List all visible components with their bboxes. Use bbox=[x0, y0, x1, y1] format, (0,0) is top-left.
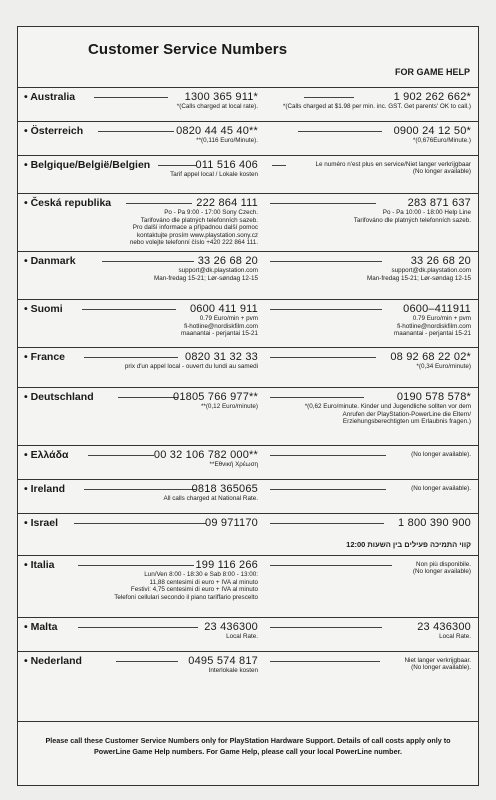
game-help-number[interactable]: 0600–411911 bbox=[403, 303, 471, 315]
game-help-block bbox=[413, 559, 471, 576]
country-row bbox=[18, 617, 478, 651]
leader-line bbox=[298, 131, 382, 132]
customer-service-block bbox=[125, 351, 258, 371]
game-help-number[interactable]: 283 871 637 bbox=[407, 197, 471, 209]
number-note: (No longer available) bbox=[412, 568, 471, 575]
customer-service-number[interactable]: 0818 365065 bbox=[191, 483, 258, 495]
number-note: Interlokale kosten bbox=[208, 667, 258, 674]
game-help-block bbox=[411, 483, 471, 492]
leader-line bbox=[98, 131, 174, 132]
leader-line bbox=[88, 455, 154, 456]
leader-line bbox=[272, 165, 286, 166]
game-help-block bbox=[398, 517, 471, 529]
leader-line bbox=[118, 397, 178, 398]
customer-service-number[interactable]: 09 971170 bbox=[205, 517, 258, 529]
country-row bbox=[18, 387, 478, 445]
game-help-number[interactable]: 1 800 390 900 bbox=[398, 517, 471, 529]
number-note: fi-hotline@nordiskfilm.com bbox=[184, 322, 258, 330]
game-help-block bbox=[305, 391, 471, 426]
country-name: • Ireland bbox=[24, 483, 66, 495]
customer-service-number[interactable]: 011 516 406 bbox=[195, 159, 258, 171]
number-note: 0.79 Euro/min + pvm bbox=[199, 315, 258, 322]
number-note: *(Calls charged at local rate). bbox=[176, 103, 258, 110]
customer-service-number[interactable]: 23 436300 bbox=[204, 621, 258, 633]
number-note: fi-hotline@nordiskfilm.com bbox=[397, 322, 471, 330]
number-note: **Εθνική Χρέωση bbox=[209, 461, 258, 468]
customer-service-sheet bbox=[17, 26, 479, 786]
country-name: • Malta bbox=[24, 621, 58, 633]
number-note: Tarif appel local / Lokale kosten bbox=[170, 171, 258, 178]
customer-service-block bbox=[163, 483, 258, 503]
number-note: 0.79 Euro/min + pvm bbox=[412, 315, 471, 322]
country-row bbox=[18, 513, 478, 555]
game-help-block bbox=[417, 621, 471, 641]
customer-service-block bbox=[114, 559, 258, 601]
number-note: Po - Pa 9:00 - 17:00 Sony Czech. bbox=[164, 209, 258, 216]
customer-service-block bbox=[176, 125, 258, 145]
game-help-number[interactable]: 0190 578 578* bbox=[396, 391, 471, 403]
customer-service-block bbox=[177, 91, 258, 111]
country-name: • Israel bbox=[24, 517, 59, 529]
country-name: • Deutschland bbox=[24, 391, 94, 403]
leader-line bbox=[270, 309, 382, 310]
customer-service-block bbox=[204, 621, 258, 641]
leader-line bbox=[270, 455, 386, 456]
game-help-block bbox=[367, 255, 471, 282]
leader-line bbox=[270, 357, 376, 358]
country-name: • Česká republika bbox=[24, 197, 112, 209]
availability-note: Le numéro n'est plus en service/Niet langer verkrijgbaar bbox=[315, 161, 471, 168]
country-name: • France bbox=[24, 351, 66, 363]
number-note: prix d'un appel local - ouvert du lundi au samedi bbox=[124, 363, 258, 370]
game-help-block bbox=[354, 197, 471, 224]
number-note: Local Rate. bbox=[226, 633, 258, 640]
customer-service-number[interactable]: 0820 44 45 40** bbox=[176, 125, 258, 137]
customer-service-number[interactable]: 222 864 111 bbox=[196, 197, 258, 209]
customer-service-block bbox=[205, 517, 258, 529]
number-note: support@dk.playstation.com bbox=[391, 267, 471, 274]
number-note: *(0,62 Euro/minute. Kinder und Jugendliche sollten vor dem bbox=[304, 403, 471, 410]
number-note: *(0,676Euro/Minute.) bbox=[412, 137, 471, 144]
game-help-block bbox=[283, 91, 471, 111]
number-note: Festivi: 4,75 centesimi di euro + IVA al minuto bbox=[130, 586, 258, 594]
leader-line bbox=[82, 309, 176, 310]
country-name: • Belgique/België/Belgien bbox=[24, 159, 151, 171]
number-note: (No longer available). bbox=[411, 664, 471, 671]
customer-service-number[interactable]: 0600 411 911 bbox=[189, 303, 258, 315]
number-note: kontaktujte prosím www.playstation.sony.cz bbox=[137, 231, 258, 239]
availability-note: Niet langer verkrijgbaar. bbox=[404, 657, 471, 664]
customer-service-block bbox=[130, 197, 258, 247]
page-subtitle: FOR GAME HELP bbox=[394, 67, 470, 77]
availability-note: (No longer available). bbox=[411, 451, 471, 458]
country-row bbox=[18, 87, 478, 121]
leader-line bbox=[116, 661, 178, 662]
customer-service-number[interactable]: 33 26 68 20 bbox=[197, 255, 258, 267]
country-name: • Nederland bbox=[24, 655, 82, 667]
number-note: (No longer available) bbox=[412, 168, 471, 175]
number-note: Tarifováno dle platných telefonních sazeb. bbox=[140, 216, 258, 224]
availability-note: (No longer available). bbox=[411, 485, 471, 492]
game-help-number[interactable]: 0900 24 12 50* bbox=[393, 125, 471, 137]
leader-line bbox=[94, 97, 168, 98]
number-note: Man-fredag 15-21; Lør-søndag 12-15 bbox=[367, 274, 471, 282]
number-note: *(0,34 Euro/minute) bbox=[416, 363, 471, 370]
number-note: Lun/Ven 8:00 - 18:30 e Sab 8:00 - 13:00: bbox=[144, 571, 258, 578]
number-note: **(0,12 Euro/minute) bbox=[200, 403, 258, 410]
number-note: **(0,116 Euro/Minute). bbox=[196, 137, 258, 144]
availability-note: Non più disponibile. bbox=[416, 561, 471, 568]
country-name: • Suomi bbox=[24, 303, 63, 315]
number-note: support@dk.playstation.com bbox=[178, 267, 258, 274]
country-name: • Österreich bbox=[24, 125, 84, 137]
customer-service-block bbox=[154, 255, 258, 282]
number-note: Man-fredag 15-21; Lør-søndag 12-15 bbox=[154, 274, 258, 282]
hebrew-hours-note: קווי התמיכה פעילים בין השעות 12:00 bbox=[346, 540, 471, 549]
leader-line bbox=[74, 523, 206, 524]
number-note: maanantai - perjantai 15-21 bbox=[393, 330, 471, 338]
game-help-block bbox=[390, 351, 471, 371]
country-row bbox=[18, 121, 478, 155]
number-note: maanantai - perjantai 15-21 bbox=[180, 330, 258, 338]
customer-service-block bbox=[188, 655, 258, 675]
country-row bbox=[18, 155, 478, 193]
leader-line bbox=[270, 261, 382, 262]
game-help-number[interactable]: 1 902 262 662* bbox=[393, 91, 471, 103]
customer-service-block bbox=[154, 449, 258, 469]
country-name: • Australia bbox=[24, 91, 76, 103]
number-note: Po - Pa 10:00 - 18:00 Help Line bbox=[382, 209, 471, 216]
page-title: Customer Service Numbers bbox=[88, 41, 288, 58]
country-row bbox=[18, 251, 478, 299]
leader-line bbox=[270, 523, 384, 524]
game-help-block bbox=[394, 125, 471, 145]
customer-service-number[interactable]: 0820 31 32 33 bbox=[185, 351, 258, 363]
customer-service-block bbox=[181, 303, 258, 338]
leader-line bbox=[270, 489, 386, 490]
country-row bbox=[18, 651, 478, 695]
game-help-block bbox=[405, 655, 472, 672]
customer-service-number[interactable]: 0495 574 817 bbox=[188, 655, 258, 667]
number-note: Local Rate. bbox=[439, 633, 471, 640]
number-note: nebo volejte telefonní číslo +420 222 864 111. bbox=[129, 239, 258, 247]
customer-service-number[interactable]: 199 116 266 bbox=[195, 559, 258, 571]
game-help-block bbox=[315, 159, 471, 176]
number-note: *(Calls charged at $1.98 per min. inc. GST. Get parents' OK to call.) bbox=[282, 103, 471, 110]
country-row bbox=[18, 347, 478, 387]
number-note: Tarifováno dle platných telefonních sazeb. bbox=[353, 216, 471, 224]
customer-service-number[interactable]: 1300 365 911* bbox=[184, 91, 258, 103]
customer-service-block bbox=[173, 391, 258, 411]
leader-line bbox=[78, 627, 198, 628]
number-note: Anrufen der PlayStation-PowerLine die Eltern/ bbox=[342, 410, 471, 418]
country-row bbox=[18, 299, 478, 347]
number-note: 11,88 centesimi di euro + IVA al minuto bbox=[149, 578, 258, 586]
game-help-block bbox=[411, 449, 471, 458]
leader-line bbox=[270, 627, 382, 628]
game-help-number[interactable]: 23 436300 bbox=[417, 621, 471, 633]
game-help-block bbox=[394, 303, 471, 338]
game-help-number[interactable]: 08 92 68 22 02* bbox=[390, 351, 471, 363]
customer-service-number[interactable]: 00 32 106 782 000** bbox=[153, 449, 258, 461]
leader-line bbox=[270, 565, 392, 566]
customer-service-block bbox=[170, 159, 258, 179]
country-row bbox=[18, 479, 478, 513]
country-name: • Italia bbox=[24, 559, 55, 571]
country-name: • Danmark bbox=[24, 255, 76, 267]
number-note: All calls charged at National Rate. bbox=[163, 495, 258, 502]
leader-line bbox=[270, 661, 380, 662]
customer-service-number[interactable]: 01805 766 977** bbox=[173, 391, 258, 403]
country-row bbox=[18, 555, 478, 617]
number-note: Pro další informace a případnou další pomoc bbox=[132, 224, 258, 232]
game-help-number[interactable]: 33 26 68 20 bbox=[410, 255, 471, 267]
footer-note: Please call these Customer Service Numbers only for PlayStation Hardware Support. Details of call costs apply only to PowerLine Game Help numbers. For Game Help, please call your local PowerLine number. bbox=[45, 736, 451, 756]
number-note: Telefoni cellulari secondo il piano tariffario prescelto bbox=[114, 593, 258, 601]
country-row bbox=[18, 445, 478, 479]
country-row bbox=[18, 193, 478, 251]
country-name: • Ελλάδα bbox=[24, 449, 69, 461]
footer-divider bbox=[18, 721, 478, 722]
country-list bbox=[18, 87, 478, 695]
number-note: Erziehungsberechtigten um Erlaubnis fragen.) bbox=[342, 418, 471, 426]
